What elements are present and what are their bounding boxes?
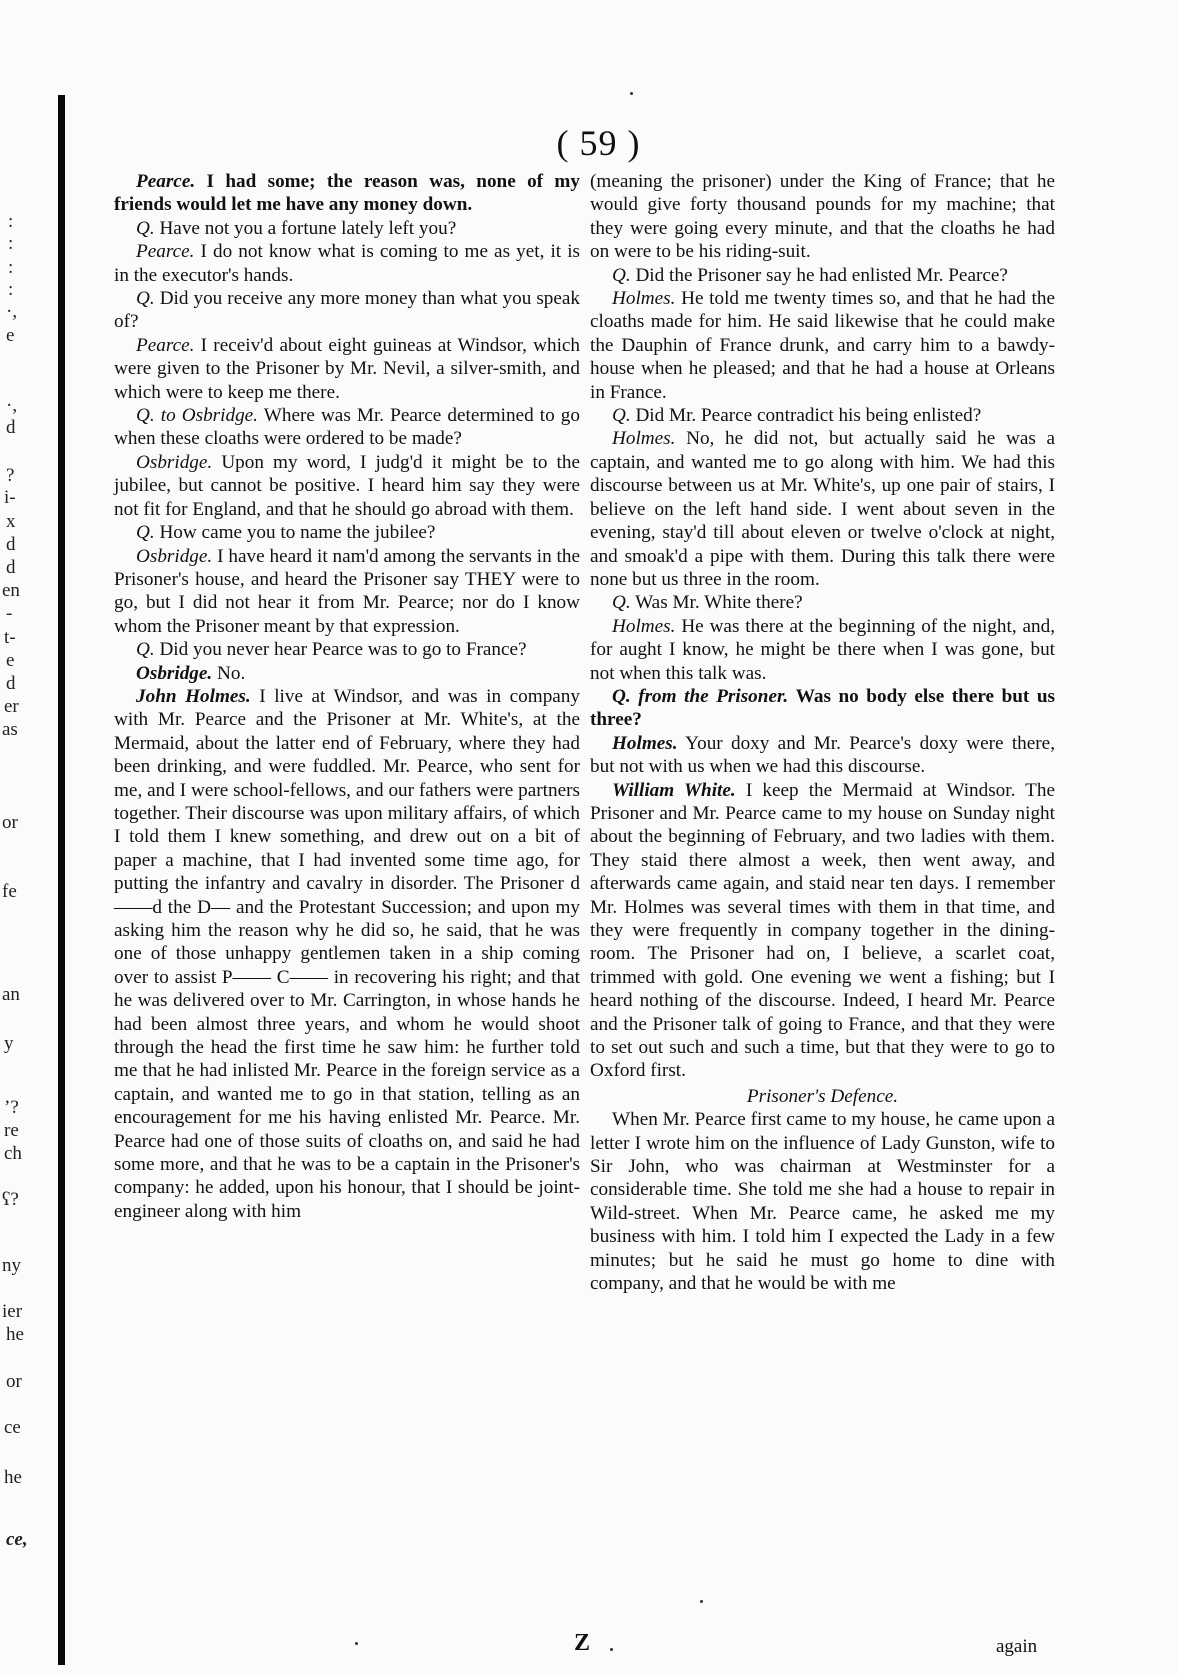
paragraph-text: I had some; the reason was, none of my friends would let me have any money down. [114, 171, 581, 216]
bleed-fragment: i- [4, 487, 16, 508]
paragraph-text: Did you never hear Pearce was to go to France? [159, 639, 527, 661]
bleed-fragment: ce [4, 1417, 21, 1438]
bleed-fragment: en [2, 580, 20, 601]
speaker: Holmes. [612, 428, 676, 450]
paper-speck [700, 1600, 703, 1603]
left-column [114, 170, 580, 1223]
speaker: Holmes. [612, 615, 676, 637]
bleed-fragment: t- [4, 627, 16, 648]
paragraph [590, 287, 1055, 404]
bleed-fragment: er [4, 696, 19, 717]
paragraph-text: Did the Prisoner say he had enlisted Mr. Pearce? [635, 264, 1008, 286]
paragraph-text: Was Mr. White there? [635, 592, 803, 614]
paragraph-text: (meaning the prisoner) under the King of France; that he would give forty thousand pounds for my machine; that they were going every minute, and that the cloaths he had on were to be his riding-suit. [590, 171, 1055, 263]
paragraph [114, 240, 580, 287]
bleed-fragment: fe [2, 881, 17, 902]
paragraph [114, 545, 580, 639]
bleed-fragment: ? [6, 465, 15, 486]
paragraph-text: How came you to name the jubilee? [159, 522, 436, 544]
paragraph-text: No. [217, 662, 246, 684]
paragraph [590, 615, 1055, 685]
speaker: Q. [136, 639, 155, 661]
paragraph [114, 662, 580, 685]
paragraph-text: I receiv'd about eight guineas at Windsor, which were given to the Prisoner by Mr. Nevil, a silver-smith, and which were to keep me there. [114, 334, 581, 403]
bleed-fragment: x [6, 511, 16, 532]
section-heading: Prisoner's Defence. [746, 1085, 899, 1107]
paragraph-text: Have not you a fortune lately left you? [159, 217, 457, 239]
paragraph [590, 591, 1055, 614]
bleed-fragment: ier [2, 1301, 23, 1322]
speaker: Q. from the Prisoner. [612, 685, 789, 707]
speaker: Pearce. [136, 171, 196, 192]
facing-page-margin-fragments [0, 0, 50, 1676]
bleed-fragment: or [6, 1371, 22, 1392]
speaker: Osbridge. [136, 451, 213, 473]
bleed-fragment: he [4, 1467, 22, 1488]
speaker: Osbridge. [136, 662, 213, 684]
bleed-fragment: he [6, 1324, 24, 1345]
paragraph [114, 170, 580, 217]
speaker: Osbridge. [136, 545, 213, 567]
paragraph-text: I live at Windsor, and was in company with Mr. Pearce and the Prisoner at Mr. White's, at the Mermaid, about the latter end of February, where they had been drinking, and were fuddled. Mr. Pearce, who sent for me, and I were school-fellows, and our fathers were partners together. Their discourse was upon military affairs, of which I told them I knew something, and drew out on a bit of paper a machine, that I had invented some time ago, for putting the infantry and cavalry in disorder. The Prisoner d——d the D— and the Protestant Succession; and upon my asking him the reason why he did so, he said, that he was one of those unhappy gentlemen taken in a ship coming over to assist P—— C—— in recovering his right; and that he was delivered over to Mr. Carrington, in whose hands he had been almost three years, and whom he would shoot through the head the first time he saw him: he further told me that he had inlisted Mr. Pearce in the foreign service as a captain, and wanted me to go in that station, telling as an encouragement for me his having enlisted Mr. Pearce. Mr. Pearce had one of those suits of cloaths on, and said he had some more, and that he was to be a captain in the Prisoner's company: he added, upon his honour, that I should be joint-engineer along with him [114, 685, 580, 1222]
paragraph-text: No, he did not, but actually said he was a captain, and wanted me to go along with him. We had this discourse between us at Mr. White's, up one pair of stairs, I believe on the left hand side. I went about seven in the evening, stay'd till about eleven or twelve o'clock at night, and smoak'd a pipe with them. During this talk there were none but us three in the room. [590, 428, 1055, 590]
paragraph [114, 404, 580, 451]
paragraph-text: I have heard it nam'd among the servants in the Prisoner's house, and heard the Prisoner say THEY were to go, but I did not hear it from Mr. Pearce; nor do I know whom the Prisoner meant by that expression. [114, 545, 580, 637]
bleed-fragment: ’? [4, 1097, 19, 1118]
speaker: Q. [136, 522, 155, 544]
bleed-fragment: as [2, 719, 18, 740]
bleed-fragment: d [6, 534, 16, 555]
speaker: Q. [612, 405, 631, 427]
bleed-fragment: e [6, 325, 15, 346]
bleed-fragment: e [6, 650, 15, 671]
paragraph [114, 521, 580, 544]
bleed-fragment: ny [2, 1255, 21, 1276]
bleed-fragment: ·, [6, 395, 18, 416]
right-column [590, 170, 1055, 1296]
paragraph [590, 404, 1055, 427]
paragraph-text: Upon my word, I judg'd it might be to the jubilee, but cannot be positive. I heard him say they were not fit for England, and that he should go abroad with them. [114, 451, 580, 520]
paragraph [590, 427, 1055, 591]
paragraph [590, 264, 1055, 287]
paragraph [590, 779, 1055, 1083]
paragraph-text: Your doxy and Mr. Pearce's doxy were there, but not with us when we had this discourse. [590, 732, 1055, 778]
paragraph-text: Was no body else there but us three? [590, 685, 1056, 731]
bleed-fragment: y [4, 1033, 14, 1054]
bleed-fragment: : [8, 279, 14, 300]
paragraph [114, 334, 580, 404]
bleed-fragment: : [8, 233, 14, 254]
bleed-fragment: an [2, 984, 20, 1005]
paragraph [590, 732, 1055, 779]
paragraph [114, 685, 580, 1223]
signature-mark: Z [574, 1630, 591, 1656]
bleed-fragment: - [6, 603, 13, 624]
paper-speck [610, 1648, 613, 1651]
paragraph [590, 1108, 1055, 1295]
speaker: Q. [136, 288, 155, 310]
paragraph-text: Where was Mr. Pearce determined to go when these cloaths were ordered to be made? [114, 405, 580, 450]
speaker: Holmes. [612, 732, 678, 754]
speaker: Pearce. [136, 334, 195, 356]
paragraph [590, 685, 1055, 732]
paragraph-text: He was there at the beginning of the night, and, for aught I know, he might be there when I was gone, but not when this talk was. [590, 615, 1055, 684]
catchword: again [996, 1636, 1038, 1657]
speaker: John Holmes. [136, 685, 251, 707]
speaker: Q. [612, 264, 631, 286]
paragraph [114, 217, 580, 240]
bleed-fragment: : [8, 257, 14, 278]
bleed-fragment: ch [4, 1143, 22, 1164]
paragraph-text: Did Mr. Pearce contradict his being enlisted? [635, 405, 982, 427]
paper-speck [355, 1642, 358, 1645]
speaker: Q. [136, 217, 155, 239]
bleed-fragment: d [6, 557, 16, 578]
paragraph [114, 451, 580, 521]
paragraph-text: When Mr. Pearce first came to my house, he came upon a letter I wrote him on the influence of Lady Gunston, wife to Sir John, who was chairman at Westminster for a considerable time. She told me she had a house to repair in Wild-street. When Mr. Pearce came, he asked me my business with him. I told him I expected the Lady in a few minutes; but he said he must go home to dine with company, and that he would be with me [590, 1109, 1055, 1295]
bleed-fragment: or [2, 812, 18, 833]
bleed-fragment: d [6, 673, 16, 694]
bleed-fragment: d [6, 417, 16, 438]
paper-speck [630, 92, 633, 95]
bleed-fragment: : [8, 211, 14, 232]
paragraph-text: I keep the Mermaid at Windsor. The Prisoner and Mr. Pearce came to my house on Sunday night about the beginning of February, and two ladies with them. They staid there almost a week, then went away, and afterwards came again, and staid near ten days. I remember Mr. Holmes was several times with them in that time, and they were frequently in company together in the dining-room. The Prisoner had on, I believe, a scarlet coat, trimmed with gold. One evening we went a fishing; but I heard nothing of the discourse. Indeed, I heard Mr. Pearce and the Prisoner talk of going to France, and that they were to set out such and such a time, but that they were to go to Oxford first. [590, 779, 1056, 1082]
speaker: Holmes. [612, 288, 676, 310]
speaker: Q. to Osbridge. [136, 405, 258, 427]
paragraph [114, 638, 580, 661]
paragraph-text: He told me twenty times so, and that he had the cloaths made for him. He said likewise that he could make the Dauphin of France drunk, and carry him to a bawdy-house when he pleased; and that he had a house at Orleans in France. [590, 288, 1055, 403]
bleed-fragment: ʕ? [2, 1189, 19, 1210]
speaker: William White. [612, 779, 736, 801]
bleed-fragment: re [4, 1120, 19, 1141]
paragraph-text: Did you receive any more money than what you speak of? [114, 288, 581, 333]
binding-gutter-shadow [58, 95, 65, 1665]
bleed-fragment: ·, [6, 301, 18, 322]
bleed-fragment: ce, [6, 1529, 28, 1550]
page-number: ( 59 ) [556, 123, 641, 163]
paragraph [590, 170, 1055, 264]
speaker: Pearce. [136, 241, 195, 263]
speaker: Q. [612, 592, 631, 614]
paragraph [114, 287, 580, 334]
paragraph-text: I do not know what is coming to me as yet, it is in the executor's hands. [114, 241, 580, 286]
